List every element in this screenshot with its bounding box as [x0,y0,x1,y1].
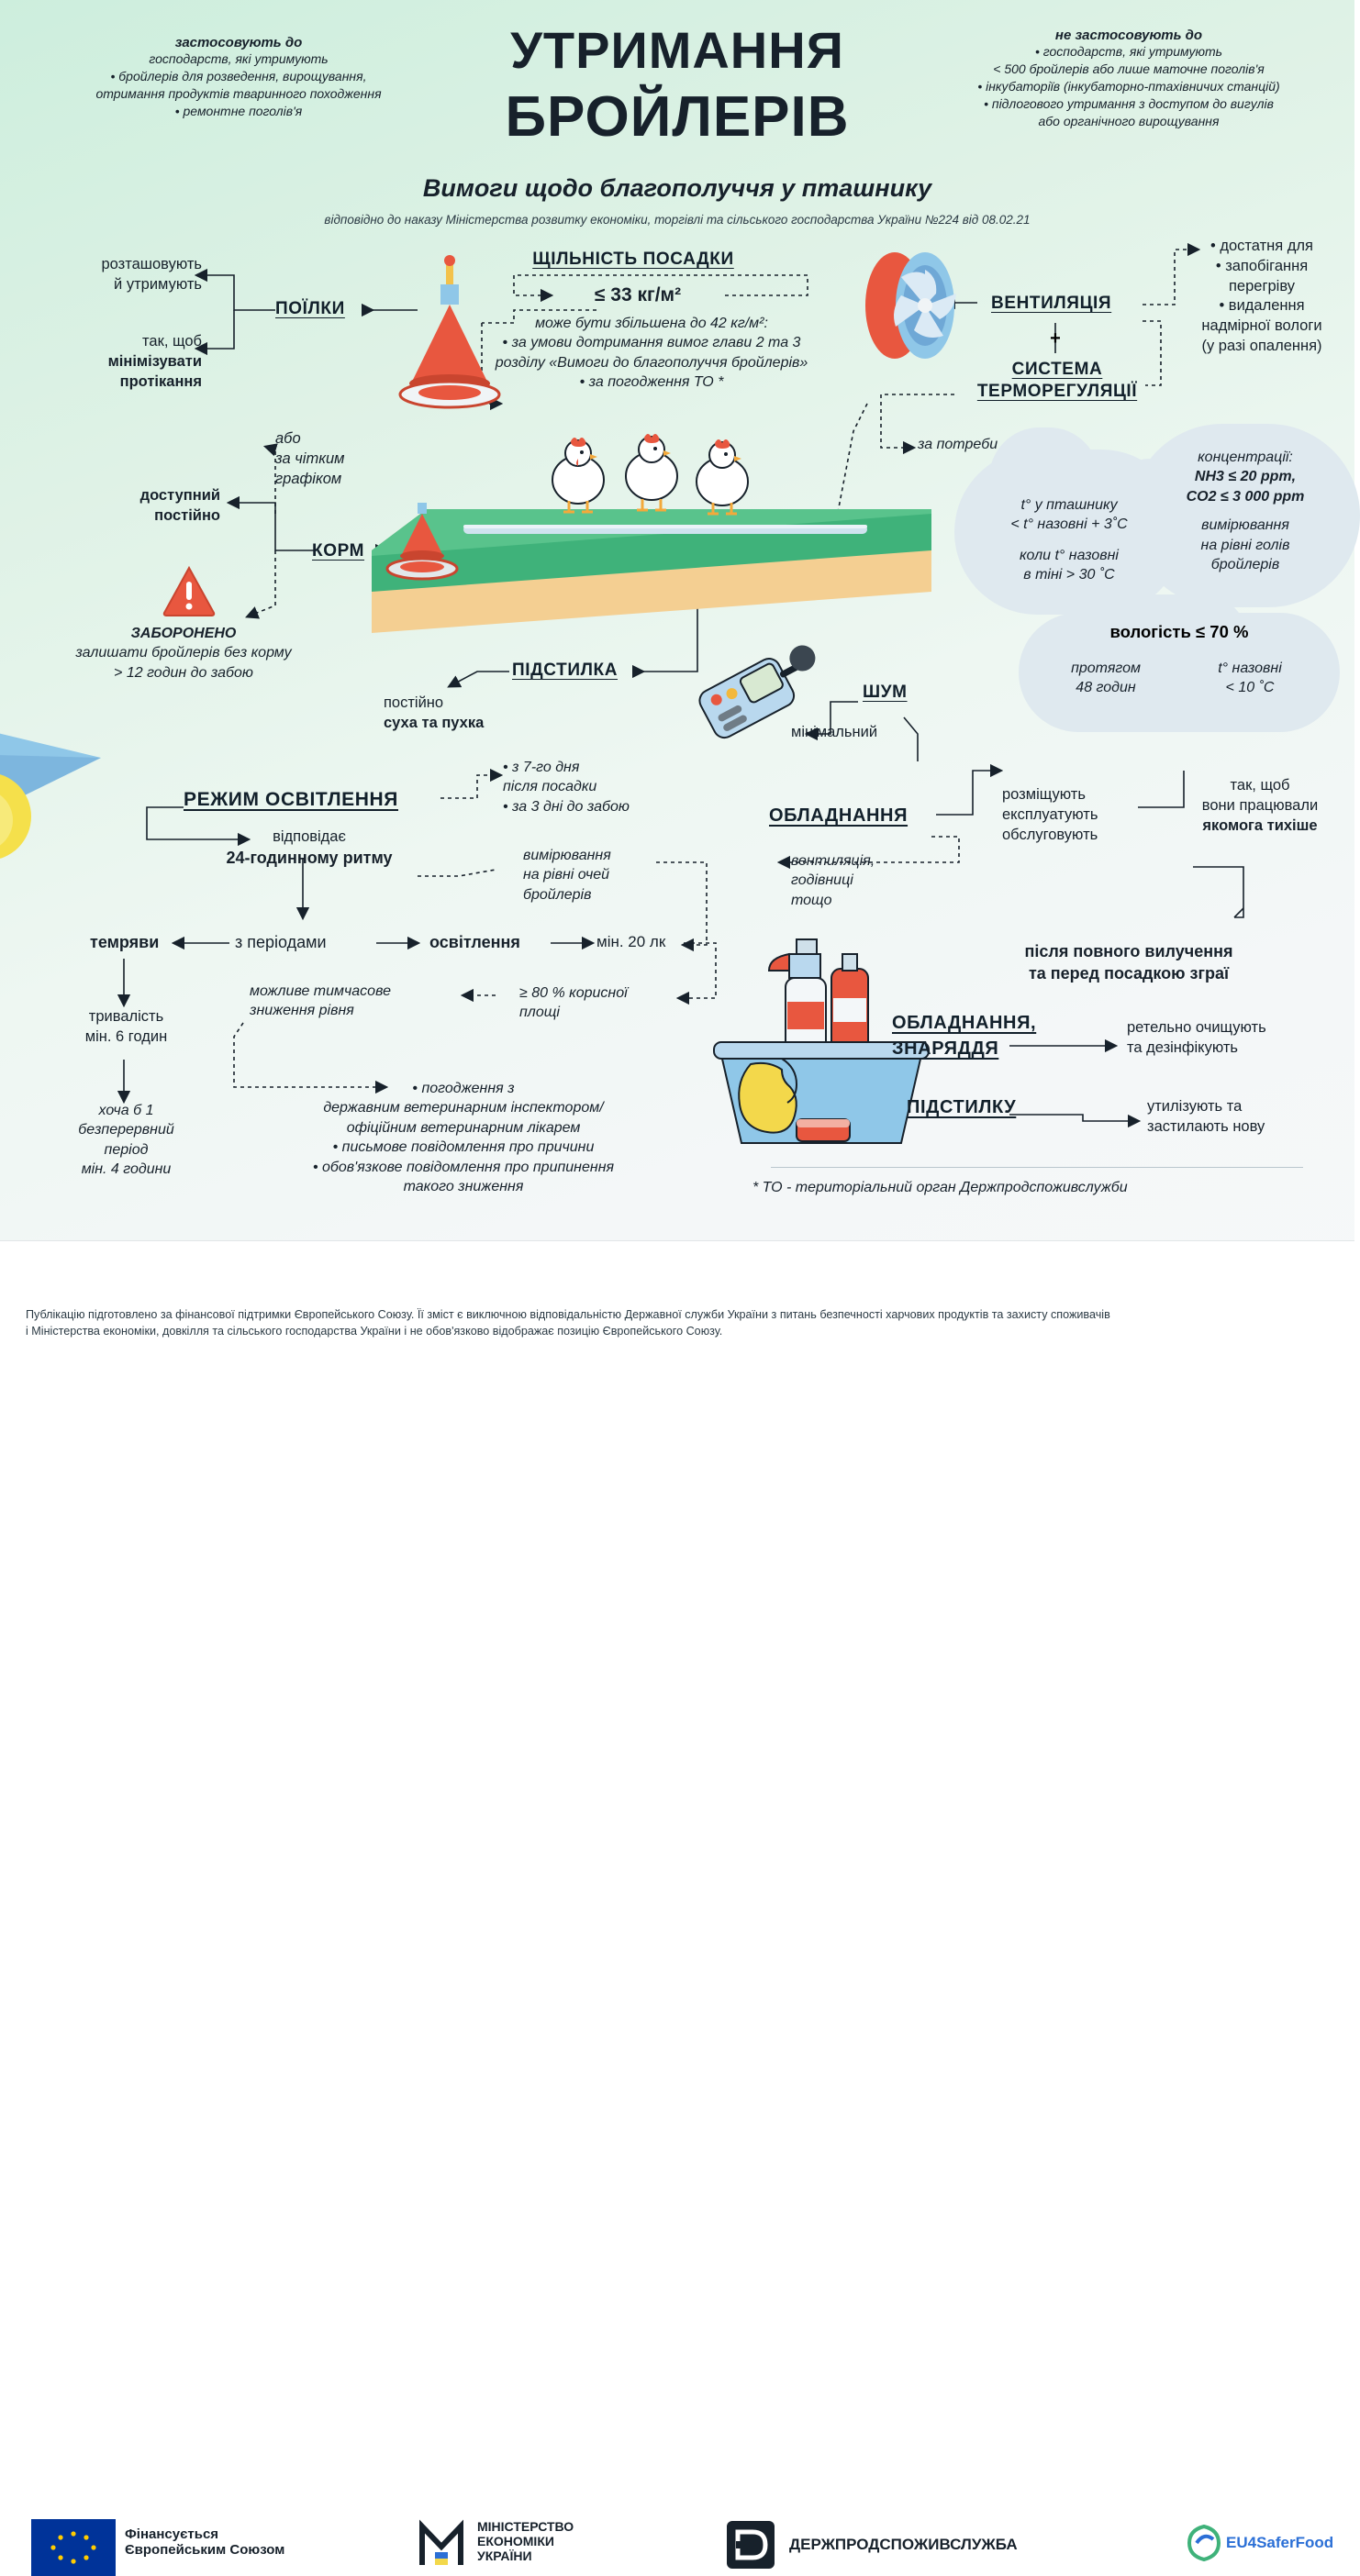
lighting-periods: з періодами [235,933,327,951]
not-applies-to-line-2: < 500 бройлерів або лише маточне поголів'я [993,61,1265,76]
drinkers-note-top-line2: й утримують [114,275,202,293]
lighting-continuous-line-2: безперервний [78,1122,174,1138]
density-notes [468,314,835,393]
lighting-area-line-2: площі [519,1005,560,1021]
applies-to-line-4: • ремонтне поголів'я [174,103,303,118]
temperature-line-3: коли t° назовні [1020,547,1119,563]
ventilation-right-note-2: • запобігання [1215,257,1309,274]
humidity-left-line-1: протягом [1071,661,1141,676]
not-applies-to-line-3: • інкубаторіїв (інкубаторно-птахівничих станцій) [977,78,1280,94]
feed-forbidden-title: ЗАБОРОНЕНО [130,626,237,641]
cleaning-equipment-label-line2: ЗНАРЯДДЯ [892,1038,999,1059]
humidity-left-line-2: 48 годин [1076,680,1136,696]
feed-forbidden [28,624,340,683]
concentration-line-3: CO2 ≤ 3 000 ppm [1186,488,1305,505]
cleaning-litter-action-2: застилають нову [1147,1117,1265,1135]
humidity-right [1176,659,1323,698]
lighting-light: освітлення [429,933,520,951]
ministry-line-1: МІНІСТЕРСТВО [477,2519,574,2534]
disclaimer-line-2: і Міністерства економіки, довкілля та сільського господарства України і не обов'язково відображає позицію Європейського Союзу. [26,1325,723,1338]
equipment-action-2: експлуатують [1002,805,1098,823]
lighting-duration [50,1007,202,1048]
feed-forbidden-line-1: залишати бройлерів без корму [75,645,292,661]
concentration-line-4: вимірювання [1201,517,1289,534]
ventilation-right-note-3: перегріву [1229,277,1295,294]
lighting-from-day-line-2: після посадки [503,779,597,795]
page-subnote: відповідно до наказу Міністерства розвитку економіки, торгівлі та сільського господарства України №224 від 08.02.21 [324,213,1031,227]
lighting-from-day-line-1: • з 7-го дня [503,760,580,775]
cleaning-intro-line-2: та перед посадкою зграї [1028,963,1230,983]
lighting-reduction [250,982,479,1021]
applies-to-line-2: • бройлерів для розведення, вирощування, [110,68,367,83]
drinkers-note-bottom-line1: так, щоб [142,333,202,350]
cleaning-litter-action [1147,1097,1358,1138]
density-note-4: • за погодження ТО * [579,374,724,391]
equipment-action-3: обслуговують [1002,826,1098,843]
lighting-continuous-line-1: хоча б 1 [98,1103,154,1118]
footnote: * ТО - територіальний орган Держпродспоживслужби [752,1180,1128,1195]
derzhprodspozhyvsluzhba-logo-icon [725,2519,776,2570]
lighting-continuous-line-4: мін. 4 години [81,1161,172,1178]
temperature-text [964,495,1175,585]
equipment-actions [1002,785,1186,845]
lighting-area [519,983,703,1023]
concentration-line-6: бройлерів [1210,557,1280,573]
equipment-item-2: годівниці [791,872,853,889]
lighting-reduction-line-1: можливе тимчасове [250,983,391,999]
cleaning-litter-label: ПІДСТИЛКУ [907,1097,1017,1117]
lighting-measure [523,846,725,905]
equipment-items [791,851,975,910]
page-title-line2: БРОЙЛЕРІВ [505,85,850,149]
disclaimer-line-1: Публікацію підготовлено за фінансової підтримки Європейського Союзу. Її зміст є виключною відповідальністю Державної служби України з питань безпечності харчових продуктів та захисту споживачів [26,1308,1110,1321]
drinkers-note-top-line1: розташовують [101,256,202,272]
feed-label: КОРМ [312,541,365,561]
feed-schedule-line-3: графіком [275,470,342,487]
equipment-item-3: тощо [791,892,832,908]
lighting-condition-6: такого зниження [403,1179,524,1195]
litter-notes [384,694,549,734]
concentration-line-2: NH3 ≤ 20 ppm, [1194,469,1297,485]
cleaning-equipment-action-2: та дезінфікують [1127,1038,1238,1056]
lighting-lux: мін. 20 лк [596,933,666,950]
ventilation-right-note-4: • видалення [1219,297,1305,315]
ventilation-right-note-5: надмірної вологи [1201,317,1322,335]
eu4saferfood-text: EU4SaferFood [1226,2534,1334,2551]
lighting-measure-line-1: вимірювання [523,848,611,863]
page-title-line1: УТРИМАННЯ [510,21,844,79]
barn-floor-illustration [362,422,968,651]
humidity-left [1037,659,1175,698]
cleaning-equipment-label-line1: ОБЛАДНАННЯ, [892,1013,1037,1033]
ventilation-right-note-6: (у разі опалення) [1201,337,1322,354]
lighting-condition-5: • обов'язкове повідомлення про припинення [312,1159,615,1175]
drinkers-note-bottom [37,332,202,392]
lighting-condition-3: офіційним ветеринарним лікарем [346,1119,581,1136]
noise-label: ШУМ [863,683,908,702]
disclaimer [26,1306,1329,1340]
density-value: ≤ 33 кг/м² [594,284,682,305]
density-title: ЩІЛЬНІСТЬ ПОСАДКИ [532,250,734,269]
page-subtitle: Вимоги щодо благополуччя у пташнику [422,174,932,202]
feed-available-line-2: постійно [154,506,220,524]
ventilation-illustration [853,246,973,365]
feed-available-line-1: доступний [139,487,220,504]
ventilation-right-notes [1175,237,1349,357]
lighting-title: РЕЖИМ ОСВІТЛЕННЯ [184,789,398,810]
not-applies-to-line-4: • підлогового утримання з доступом до вигулів [984,95,1274,111]
footnote-divider [771,1167,1303,1168]
ventilation-right-note-1: • достатня для [1210,238,1313,254]
eu-funding-text [125,2526,284,2559]
eu-flag-icon [31,2519,116,2576]
not-applies-to-block [918,28,1340,129]
drinkers-note-bottom-line3: протікання [119,372,202,390]
lighting-condition-2: державним ветеринарним інспектором/ [323,1100,604,1116]
temperature-line-1: t° у пташнику [1020,497,1118,513]
ministry-text [477,2519,574,2563]
applies-to-heading: застосовують до [174,35,303,50]
not-applies-to-line-1: • господарств, які утримують [1034,44,1223,59]
temperature-line-4: в тіні > 30 ˚С [1023,567,1115,583]
drinkers-label: ПОЇЛКИ [275,299,345,318]
feed-forbidden-line-2: > 12 годин до забою [114,664,253,681]
lighting-rhythm [195,827,424,870]
thermoregulation-need: за потреби [918,437,998,452]
feed-schedule-line-1: або [275,430,301,447]
ministry-logo-icon [415,2515,468,2572]
equipment-quiet [1173,776,1347,836]
equipment-label: ОБЛАДНАННЯ [769,805,909,826]
cleaning-intro-line-1: після повного вилучення [1024,942,1233,960]
ministry-line-3: УКРАЇНИ [477,2548,532,2564]
applies-to-line-1: господарств, які утримують [149,51,329,66]
cleaning-intro [945,941,1312,985]
humidity-right-line-2: < 10 ˚С [1225,680,1275,696]
feed-available [73,486,220,527]
concentration-line-5: на рівні голів [1200,537,1290,553]
concentration-line-1: концентрації: [1198,450,1293,465]
equipment-quiet-line-2: вони працювали [1201,796,1319,814]
lighting-rhythm-line-2: 24-годинному ритму [226,848,393,867]
feed-schedule-line-2: за чітким [275,450,345,467]
cleaning-equipment-action-1: ретельно очищують [1127,1019,1266,1036]
lighting-conditions [248,1079,679,1197]
lighting-area-line-1: ≥ 80 % корисної [519,985,628,1001]
lighting-duration-line-1: тривалість [88,1008,164,1025]
lighting-continuous [46,1101,206,1180]
lighting-from-day-line-3: • за 3 дні до забою [503,798,630,815]
equipment-quiet-line-1: так, щоб [1230,777,1290,794]
drinkers-note-top [55,255,202,295]
density-note-1: може бути збільшена до 42 кг/м²: [535,316,768,331]
lighting-condition-4: • письмове повідомлення про причини [332,1139,595,1156]
lighting-measure-line-2: на рівні очей [523,867,610,883]
cleaning-equipment-action [1127,1018,1347,1059]
thermoregulation-label-line2: ТЕРМОРЕГУЛЯЦІЇ [976,382,1138,401]
litter-label: ПІДСТИЛКА [512,661,619,680]
applies-to-block [37,35,440,120]
density-note-2: • за умови дотримання вимог глави 2 та 3 [502,335,801,351]
temperature-line-2: < t° назовні + 3˚С [1010,516,1128,533]
eu-funding-line-2: Європейським Союзом [125,2542,285,2559]
service-text: ДЕРЖПРОДСПОЖИВСЛУЖБА [789,2536,1018,2553]
warning-icon [162,565,217,618]
lighting-darkness: темряви [90,933,160,951]
lamp-illustration [0,697,202,881]
eu4saferfood-logo-icon [1184,2523,1224,2563]
equipment-item-1: вентиляція, [791,853,875,869]
noise-value: мінімальний [791,724,878,740]
ventilation-label: ВЕНТИЛЯЦІЯ [991,294,1112,313]
lighting-from-day [503,758,705,816]
thermoregulation-label-line1: СИСТЕМА [1011,360,1103,379]
applies-to-line-3: отримання продуктів тваринного походження [95,85,382,101]
humidity-title: вологість ≤ 70 % [1109,622,1249,641]
lighting-reduction-line-2: зниження рівня [250,1003,354,1019]
not-applies-to-heading: не застосовують до [1054,28,1203,43]
not-applies-to-line-5: або органічного вирощування [1038,113,1220,128]
drinkers-note-bottom-line2: мінімізувати [107,352,202,370]
density-note-3: розділу «Вимоги до благополуччя бройлерів» [495,354,808,371]
litter-note-2: суха та пухка [384,714,485,731]
lighting-rhythm-line-1: відповідає [273,828,346,845]
humidity-right-line-1: t° назовні [1218,661,1282,676]
lighting-condition-1: • погодження з [412,1081,515,1096]
ventilation-plus: + [1050,328,1061,349]
cleaning-litter-action-1: утилізують та [1147,1098,1243,1115]
eu-funding-line-1: Фінансується [125,2526,219,2542]
equipment-action-1: розміщують [1002,786,1086,803]
litter-note-1: постійно [384,694,444,711]
equipment-quiet-line-3: якомога тихіше [1202,816,1318,834]
lighting-continuous-line-3: період [104,1141,149,1158]
lighting-measure-line-3: бройлерів [523,886,592,903]
lighting-duration-line-2: мін. 6 годин [84,1027,168,1045]
ministry-line-2: ЕКОНОМІКИ [477,2534,554,2549]
